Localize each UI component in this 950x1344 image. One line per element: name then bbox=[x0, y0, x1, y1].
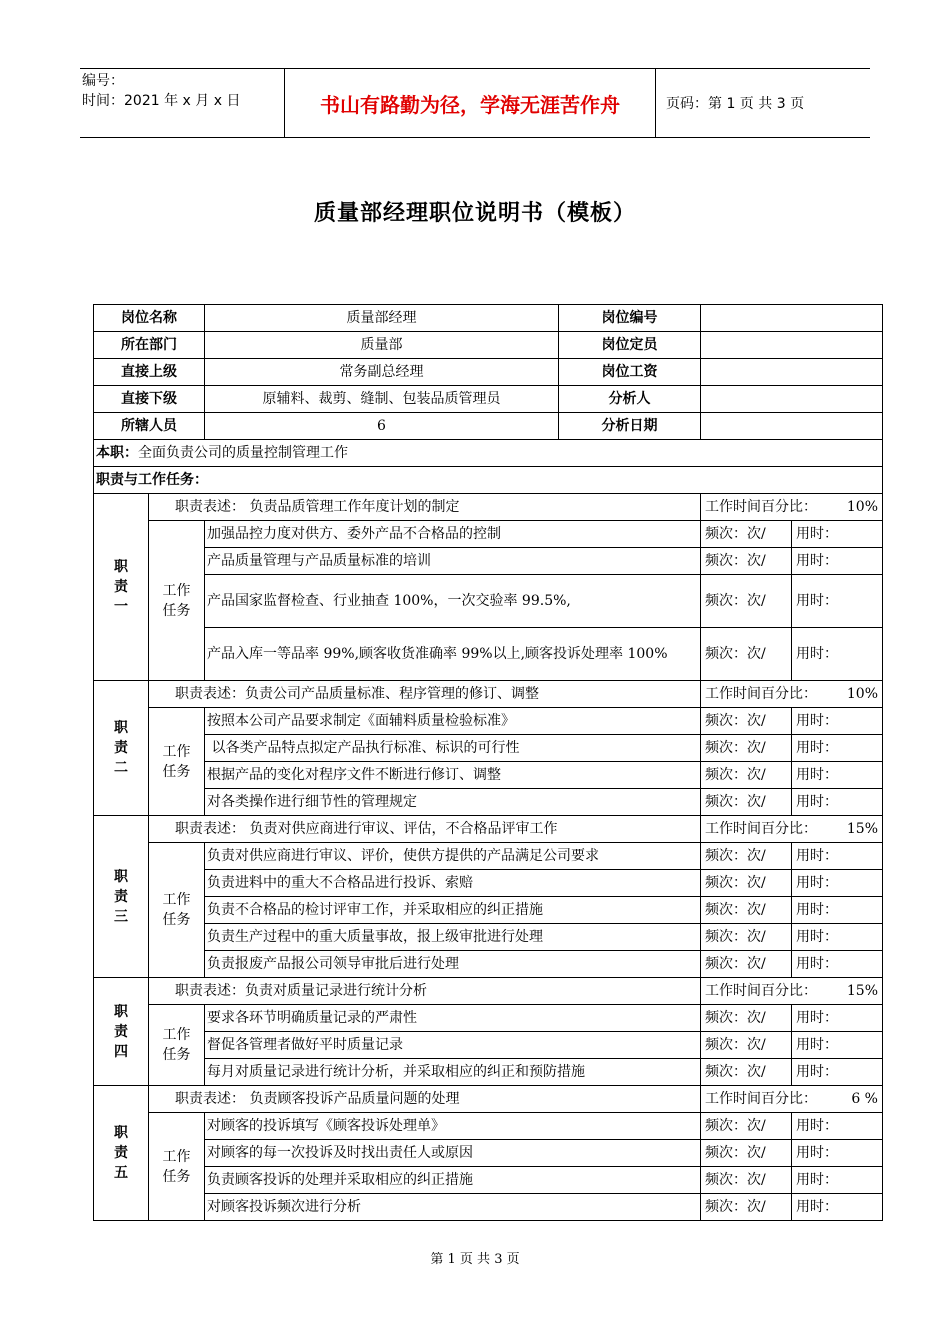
percent-value: 15% bbox=[846, 983, 878, 999]
duty-name-char: 责 bbox=[114, 579, 128, 595]
task-label bbox=[149, 843, 205, 978]
task-row bbox=[94, 843, 883, 870]
percent-value: 10% bbox=[846, 686, 878, 702]
duty-name-char: 二 bbox=[114, 760, 128, 776]
task-duration: 用时： bbox=[792, 575, 883, 628]
task-frequency: 频次：次/ bbox=[701, 628, 792, 681]
task-duration: 用时： bbox=[792, 1194, 883, 1221]
duty-name-char: 职 bbox=[114, 1003, 128, 1020]
duty-name-char: 职 bbox=[114, 1125, 128, 1141]
duty-desc-row bbox=[94, 978, 883, 1005]
duty-name-char: 职 bbox=[114, 720, 128, 736]
document-title: 质量部经理职位说明书（模板） bbox=[313, 201, 636, 226]
task-text: 负责进料中的重大不合格品进行投诉、索赔 bbox=[205, 870, 701, 897]
task-frequency: 频次：次/ bbox=[701, 548, 792, 575]
percent-label: 工作时间百分比： bbox=[705, 983, 817, 999]
task-duration: 用时： bbox=[792, 1032, 883, 1059]
task-text: 要求各环节明确质量记录的严肃性 bbox=[205, 1005, 701, 1032]
benzhi-label: 本职： bbox=[96, 445, 138, 461]
info-label: 所辖人员 bbox=[94, 413, 205, 440]
task-row bbox=[94, 735, 883, 762]
task-duration: 用时： bbox=[792, 762, 883, 789]
task-frequency: 频次：次/ bbox=[701, 708, 792, 735]
percent-value: 15% bbox=[846, 821, 878, 837]
task-text: 产品入库一等品率 99%,顾客收货准确率 99%以上,顾客投诉处理率 100% bbox=[205, 628, 701, 681]
task-duration: 用时： bbox=[792, 1113, 883, 1140]
task-text: 负责顾客投诉的处理并采取相应的纠正措施 bbox=[205, 1167, 701, 1194]
percent-label: 工作时间百分比： bbox=[705, 821, 817, 837]
duty-name bbox=[94, 681, 149, 816]
task-duration: 用时： bbox=[792, 789, 883, 816]
percent-label: 工作时间百分比： bbox=[705, 686, 817, 702]
task-frequency: 频次：次/ bbox=[701, 870, 792, 897]
task-duration: 用时： bbox=[792, 628, 883, 681]
info-label: 岗位工资 bbox=[559, 359, 701, 386]
info-value bbox=[701, 305, 883, 332]
task-label-line: 工作 bbox=[162, 743, 191, 760]
task-row bbox=[94, 628, 883, 681]
info-value: 6 bbox=[205, 413, 559, 440]
info-value bbox=[701, 332, 883, 359]
duty-desc-row bbox=[94, 816, 883, 843]
document-date: 时间：2021 年 x 月 x 日 bbox=[82, 93, 241, 109]
task-frequency: 频次：次/ bbox=[701, 1167, 792, 1194]
task-duration: 用时： bbox=[792, 548, 883, 575]
page-header bbox=[80, 68, 870, 138]
duty-name-char: 职 bbox=[114, 868, 128, 885]
info-label: 岗位定员 bbox=[559, 332, 701, 359]
duty-desc-row bbox=[94, 681, 883, 708]
task-frequency: 频次：次/ bbox=[701, 1005, 792, 1032]
task-text: 负责不合格品的检讨评审工作，并采取相应的纠正措施 bbox=[205, 897, 701, 924]
info-row bbox=[94, 386, 883, 413]
duties-heading: 职责与工作任务： bbox=[94, 467, 883, 494]
task-row bbox=[94, 762, 883, 789]
task-duration: 用时： bbox=[792, 1167, 883, 1194]
duty-name-char: 三 bbox=[114, 908, 128, 925]
task-text: 负责生产过程中的重大质量事故，报上级审批进行处理 bbox=[205, 924, 701, 951]
header-meta bbox=[82, 71, 282, 111]
task-frequency: 频次：次/ bbox=[701, 1140, 792, 1167]
page-footer: 第 1 页 共 3 页 bbox=[430, 1252, 520, 1267]
task-row bbox=[94, 1005, 883, 1032]
task-duration: 用时： bbox=[792, 1059, 883, 1086]
duty-time-percent bbox=[701, 681, 883, 708]
task-text: 对各类操作进行细节性的管理规定 bbox=[205, 789, 701, 816]
duty-time-percent bbox=[701, 494, 883, 521]
duty-desc-row bbox=[94, 1086, 883, 1113]
info-value bbox=[701, 413, 883, 440]
task-label bbox=[149, 1113, 205, 1221]
duty-desc-row bbox=[94, 494, 883, 521]
task-duration: 用时： bbox=[792, 1140, 883, 1167]
task-row bbox=[94, 870, 883, 897]
task-label bbox=[149, 708, 205, 816]
task-label-line: 工作 bbox=[162, 582, 191, 599]
duty-name-char: 责 bbox=[114, 1145, 128, 1161]
task-frequency: 频次：次/ bbox=[701, 1194, 792, 1221]
duty-name-char: 责 bbox=[114, 740, 128, 756]
task-frequency: 频次：次/ bbox=[701, 1032, 792, 1059]
task-frequency: 频次：次/ bbox=[701, 924, 792, 951]
info-label: 直接下级 bbox=[94, 386, 205, 413]
duty-time-percent bbox=[701, 816, 883, 843]
duties-heading-row bbox=[94, 467, 883, 494]
benzhi-cell bbox=[94, 440, 883, 467]
info-label: 岗位名称 bbox=[94, 305, 205, 332]
info-row bbox=[94, 332, 883, 359]
task-text: 对顾客的每一次投诉及时找出责任人或原因 bbox=[205, 1140, 701, 1167]
info-label: 直接上级 bbox=[94, 359, 205, 386]
info-label: 所在部门 bbox=[94, 332, 205, 359]
task-duration: 用时： bbox=[792, 708, 883, 735]
task-text: 以各类产品特点拟定产品执行标准、标识的可行性 bbox=[205, 735, 701, 762]
task-text: 根据产品的变化对程序文件不断进行修订、调整 bbox=[205, 762, 701, 789]
task-frequency: 频次：次/ bbox=[701, 897, 792, 924]
task-duration: 用时： bbox=[792, 870, 883, 897]
duty-name-char: 责 bbox=[114, 888, 128, 905]
info-value: 常务副总经理 bbox=[205, 359, 559, 386]
benzhi-text: 全面负责公司的质量控制管理工作 bbox=[138, 445, 348, 461]
task-label-line: 任务 bbox=[162, 602, 191, 619]
benzhi-row bbox=[94, 440, 883, 467]
info-row bbox=[94, 359, 883, 386]
task-row bbox=[94, 1194, 883, 1221]
task-frequency: 频次：次/ bbox=[701, 951, 792, 978]
task-row bbox=[94, 924, 883, 951]
task-text: 负责对供应商进行审议、评价，使供方提供的产品满足公司要求 bbox=[205, 843, 701, 870]
duty-name-char: 责 bbox=[114, 1023, 128, 1040]
task-row bbox=[94, 1113, 883, 1140]
task-frequency: 频次：次/ bbox=[701, 789, 792, 816]
task-row bbox=[94, 1032, 883, 1059]
duty-description: 职责表述：负责公司产品质量标准、程序管理的修订、调整 bbox=[149, 681, 701, 708]
task-text: 加强品控力度对供方、委外产品不合格品的控制 bbox=[205, 521, 701, 548]
task-text: 产品质量管理与产品质量标准的培训 bbox=[205, 548, 701, 575]
task-text: 负责报废产品报公司领导审批后进行处理 bbox=[205, 951, 701, 978]
duty-name bbox=[94, 494, 149, 681]
duty-description: 职责表述： 负责对供应商进行审议、评估，不合格品评审工作 bbox=[149, 816, 701, 843]
task-duration: 用时： bbox=[792, 1005, 883, 1032]
info-value bbox=[701, 359, 883, 386]
duty-time-percent bbox=[701, 978, 883, 1005]
task-row bbox=[94, 897, 883, 924]
task-frequency: 频次：次/ bbox=[701, 1059, 792, 1086]
task-duration: 用时： bbox=[792, 843, 883, 870]
task-text: 督促各管理者做好平时质量记录 bbox=[205, 1032, 701, 1059]
header-motto: 书山有路勤为径，学海无涯苦作舟 bbox=[284, 69, 656, 137]
task-row bbox=[94, 708, 883, 735]
percent-value: 6 % bbox=[851, 1091, 878, 1107]
task-duration: 用时： bbox=[792, 897, 883, 924]
task-label bbox=[149, 521, 205, 681]
duty-description: 职责表述： 负责品质管理工作年度计划的制定 bbox=[149, 494, 701, 521]
task-row bbox=[94, 575, 883, 628]
task-frequency: 频次：次/ bbox=[701, 762, 792, 789]
duty-time-percent bbox=[701, 1086, 883, 1113]
header-page-info: 页码：第 1 页 共 3 页 bbox=[666, 96, 805, 112]
duty-name bbox=[94, 816, 149, 978]
task-text: 每月对质量记录进行统计分析，并采取相应的纠正和预防措施 bbox=[205, 1059, 701, 1086]
task-label bbox=[149, 1005, 205, 1086]
info-row bbox=[94, 305, 883, 332]
task-row bbox=[94, 521, 883, 548]
info-label: 分析日期 bbox=[559, 413, 701, 440]
percent-label: 工作时间百分比： bbox=[705, 499, 817, 515]
task-duration: 用时： bbox=[792, 521, 883, 548]
task-frequency: 频次：次/ bbox=[701, 575, 792, 628]
document-code: 编号： bbox=[82, 73, 124, 89]
task-duration: 用时： bbox=[792, 924, 883, 951]
task-row bbox=[94, 1140, 883, 1167]
duty-name-char: 五 bbox=[114, 1165, 128, 1181]
task-label-line: 工作 bbox=[162, 1027, 191, 1043]
info-label: 岗位编号 bbox=[559, 305, 701, 332]
task-text: 对顾客的投诉填写《顾客投诉处理单》 bbox=[205, 1113, 701, 1140]
task-row bbox=[94, 1167, 883, 1194]
task-row bbox=[94, 1059, 883, 1086]
task-row bbox=[94, 951, 883, 978]
task-frequency: 频次：次/ bbox=[701, 521, 792, 548]
percent-label: 工作时间百分比： bbox=[705, 1091, 817, 1107]
info-label: 分析人 bbox=[559, 386, 701, 413]
duty-name bbox=[94, 1086, 149, 1221]
duty-name-char: 一 bbox=[114, 599, 128, 615]
job-description-table bbox=[93, 304, 883, 1221]
task-label-line: 任务 bbox=[162, 1047, 191, 1063]
duty-description: 职责表述： 负责顾客投诉产品质量问题的处理 bbox=[149, 1086, 701, 1113]
task-text: 按照本公司产品要求制定《面辅料质量检验标准》 bbox=[205, 708, 701, 735]
task-text: 产品国家监督检查、行业抽查 100%，一次交验率 99.5%, bbox=[205, 575, 701, 628]
task-label-line: 任务 bbox=[162, 1168, 191, 1185]
task-row bbox=[94, 789, 883, 816]
task-duration: 用时： bbox=[792, 735, 883, 762]
task-label-line: 任务 bbox=[162, 912, 191, 928]
info-value: 质量部经理 bbox=[205, 305, 559, 332]
duty-description: 职责表述：负责对质量记录进行统计分析 bbox=[149, 978, 701, 1005]
task-frequency: 频次：次/ bbox=[701, 1113, 792, 1140]
info-row bbox=[94, 413, 883, 440]
task-duration: 用时： bbox=[792, 951, 883, 978]
task-frequency: 频次：次/ bbox=[701, 843, 792, 870]
info-value: 质量部 bbox=[205, 332, 559, 359]
task-frequency: 频次：次/ bbox=[701, 735, 792, 762]
percent-value: 10% bbox=[846, 499, 878, 515]
duty-name bbox=[94, 978, 149, 1086]
info-value bbox=[701, 386, 883, 413]
duty-name-char: 职 bbox=[114, 559, 128, 575]
duty-name-char: 四 bbox=[114, 1043, 128, 1060]
task-label-line: 任务 bbox=[162, 763, 191, 780]
task-text: 对顾客投诉频次进行分析 bbox=[205, 1194, 701, 1221]
task-label-line: 工作 bbox=[162, 1148, 191, 1165]
task-label-line: 工作 bbox=[162, 892, 191, 908]
info-value: 原辅料、裁剪、缝制、包装品质管理员 bbox=[205, 386, 559, 413]
task-row bbox=[94, 548, 883, 575]
